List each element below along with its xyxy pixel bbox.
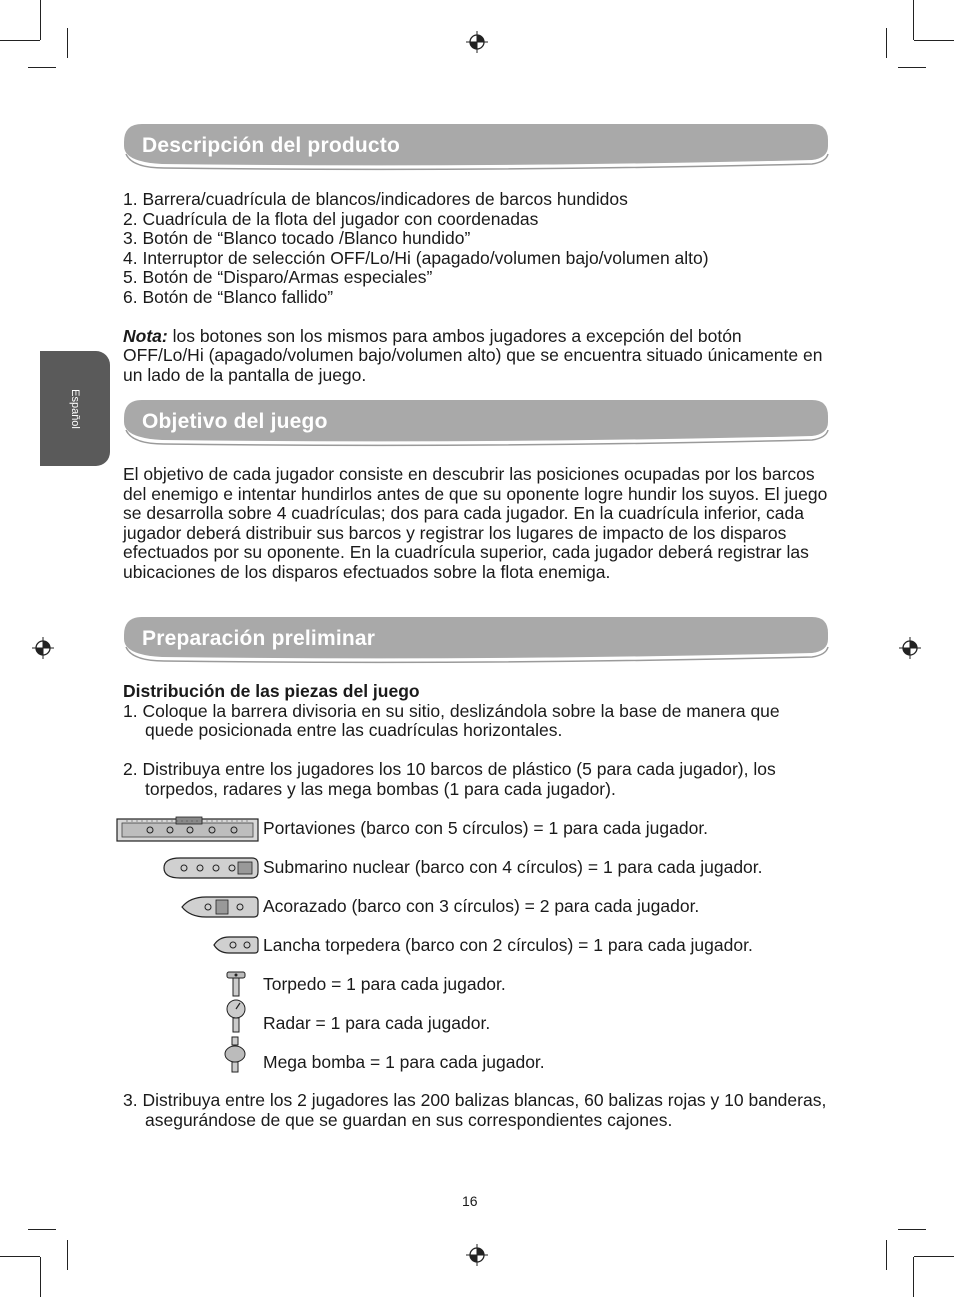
registration-mark-icon [899,637,921,659]
piece-label: Portaviones (barco con 5 círculos) = 1 para cada jugador. [263,818,709,838]
piece-row [0,814,954,844]
piece-row [0,853,954,883]
registration-mark-icon [466,31,488,53]
section-title: Preparación preliminar [142,627,376,650]
registration-mark-icon [466,1244,488,1266]
crop-mark [913,1257,914,1297]
piece-row [0,1048,954,1078]
crop-mark [886,28,887,58]
section-banner-objetivo [122,400,830,448]
setup-step-1: 1. Coloque la barrera divisoria en su sitio, deslizándola sobre la base de manera que quede posicionada entre las cuadrículas horizontales. [123,700,780,740]
parts-list [123,190,843,307]
piece-label: Mega bomba = 1 para cada jugador. [263,1052,545,1072]
language-tab-label: Español [69,388,81,429]
piece-row [0,970,954,1000]
section-title: Descripción del producto [142,134,400,157]
section-banner-descripcion [122,124,830,172]
submarine-icon [156,854,260,882]
crop-mark [67,1240,68,1270]
section-title: Objetivo del juego [142,410,328,433]
setup-step-3: 3. Distribuya entre los 2 jugadores las 200 balizas blancas, 60 balizas rojas y 10 banderas, asegurándose de que se guardan en sus correspondientes cajones. [123,1090,827,1130]
piece-label: Acorazado (barco con 3 círculos) = 2 para cada jugador. [263,896,700,916]
torpedo-icon [224,970,248,1000]
piece-label: Radar = 1 para cada jugador. [263,1013,491,1033]
crop-mark [0,40,40,41]
note-text: los botones son los mismos para ambos jugadores a excepción del botón OFF/Lo/Hi (apagado/volumen bajo/volumen alto) que se encuentra situado únicamente en un lado de la pantalla de juego. [123,325,823,385]
note-paragraph [123,327,823,386]
note-label: Nota: [123,325,168,346]
registration-mark-icon [32,637,54,659]
crop-mark [40,0,41,40]
crop-mark [886,1240,887,1270]
piece-label: Torpedo = 1 para cada jugador. [263,974,506,994]
crop-mark [28,1229,56,1230]
setup-step-3-block [123,1091,835,1130]
crop-mark [914,1256,954,1257]
crop-mark [898,1229,926,1230]
piece-row [0,931,954,961]
setup-step-2: 2. Distribuya entre los jugadores los 10 barcos de plástico (5 para cada jugador), los torpedos, radares y las mega bombas (1 para cada jugador). [123,759,776,799]
list-item: 3. Botón de “Blanco tocado /Blanco hundido” [123,228,471,248]
crop-mark [898,67,926,68]
crop-mark [67,28,68,58]
setup-subtitle: Distribución de las piezas del juego [123,681,420,701]
torpedo-boat-icon [211,934,260,956]
piece-label: Submarino nuclear (barco con 4 círculos) = 1 para cada jugador. [263,857,763,877]
crop-mark [0,1256,40,1257]
aircraft-carrier-icon [116,816,259,844]
objective-paragraph [123,465,835,582]
radar-icon [224,999,248,1035]
product-description [123,190,843,385]
section-banner-preparacion [122,617,830,665]
language-tab [40,351,110,466]
piece-label: Lancha torpedera (barco con 2 círculos) = 1 para cada jugador. [263,935,753,955]
list-item: 4. Interruptor de selección OFF/Lo/Hi (apagado/volumen bajo/volumen alto) [123,247,709,268]
list-item: 1. Barrera/cuadrícula de blancos/indicadores de barcos hundidos [123,189,628,209]
mega-bomb-icon [222,1036,248,1074]
battleship-icon [178,893,260,921]
piece-row [0,1009,954,1039]
crop-mark [28,67,56,68]
list-item: 5. Botón de “Disparo/Armas especiales” [123,267,433,287]
crop-mark [914,40,954,41]
list-item: 6. Botón de “Blanco fallido” [123,286,334,307]
crop-mark [913,0,914,40]
piece-row [0,892,954,922]
objective-text: El objetivo de cada jugador consiste en descubrir las posiciones ocupadas por los barcos del enemigo e intentar hundirlos antes de que su oponente logre hundir los suyos. El juego se desarrolla sobre 4 cuadrículas; dos para cada jugador. En la cuadrícula inferior, cada jugador deberá distribuir sus barcos y registrar los lugares de impacto de los disparos efectuados por su oponente. En la cuadrícula superior, cada jugador deberá registrar las ubicaciones de los disparos efectuados sobre la flota enemiga. [123,464,828,582]
setup-steps [123,682,823,799]
crop-mark [40,1257,41,1297]
list-item: 2. Cuadrícula de la flota del jugador con coordenadas [123,208,539,229]
page-number: 16 [462,1193,478,1209]
